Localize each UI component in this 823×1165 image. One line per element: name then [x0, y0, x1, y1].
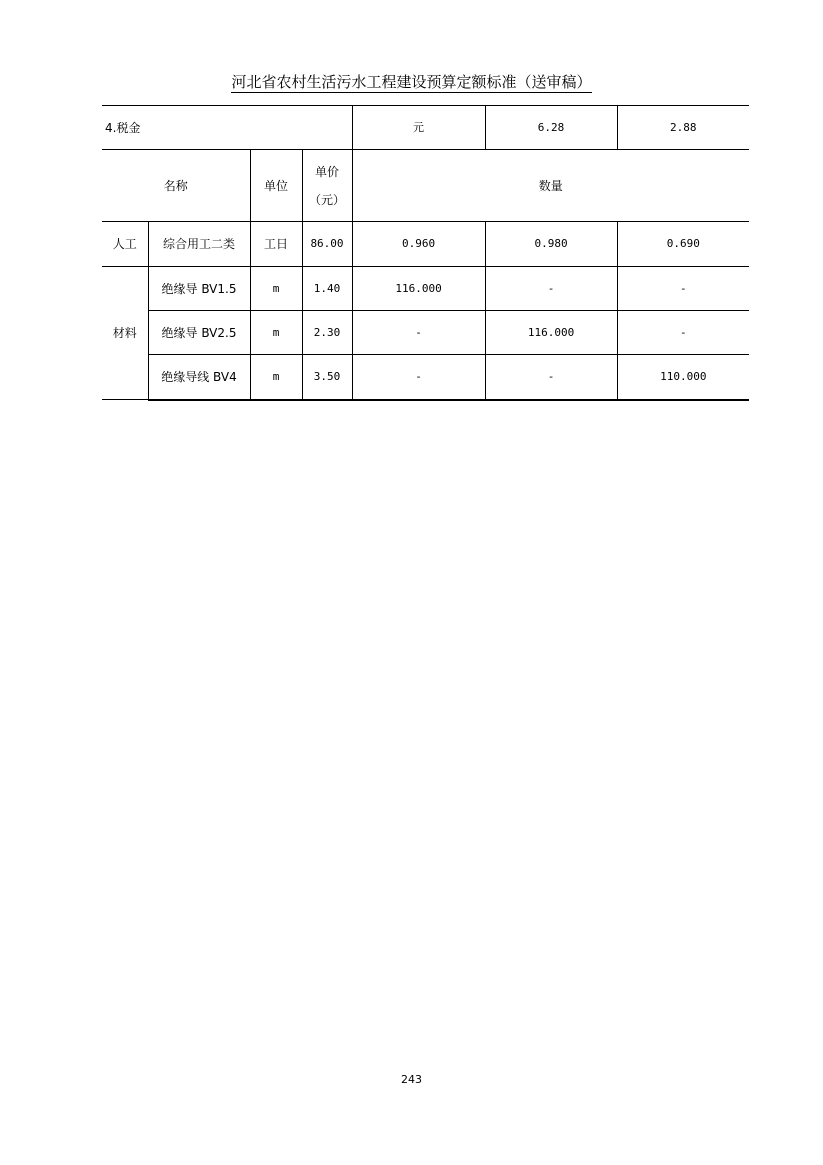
document-title: 河北省农村生活污水工程建设预算定额标准（送审稿） — [231, 73, 592, 91]
page-header — [0, 72, 823, 92]
material-name: 绝缘导线 BV4 — [148, 355, 250, 400]
price-header-unit: （元） — [309, 192, 346, 207]
tax-value: 6.28 — [485, 106, 617, 150]
material-unit: m — [250, 267, 302, 311]
material-name: 绝缘导 BV2.5 — [148, 311, 250, 355]
material-quantity: - — [617, 311, 749, 355]
material-quantity: 116.000 — [485, 311, 617, 355]
quota-table — [102, 105, 749, 401]
tax-value: 2.88 — [617, 106, 749, 150]
labor-quantity: 0.960 — [352, 222, 485, 267]
material-quantity: - — [352, 311, 485, 355]
material-unit: m — [250, 355, 302, 400]
material-quantity: 116.000 — [352, 267, 485, 311]
tax-unit: 元 — [352, 106, 485, 150]
page-number: 243 — [401, 1073, 422, 1086]
material-quantity: - — [485, 267, 617, 311]
labor-price: 86.00 — [302, 222, 352, 267]
material-quantity: - — [617, 267, 749, 311]
labor-name: 综合用工二类 — [148, 222, 250, 267]
material-price: 2.30 — [302, 311, 352, 355]
material-name: 绝缘导 BV1.5 — [148, 267, 250, 311]
column-header-row — [102, 150, 749, 222]
material-row — [102, 355, 749, 400]
tax-label: 4.税金 — [102, 106, 352, 150]
material-quantity: - — [352, 355, 485, 400]
material-row — [102, 267, 749, 311]
price-column-header — [302, 150, 352, 222]
material-price: 3.50 — [302, 355, 352, 400]
price-header-line: 单价 — [315, 164, 340, 179]
material-price: 1.40 — [302, 267, 352, 311]
name-column-header: 名称 — [102, 150, 250, 222]
material-row — [102, 311, 749, 355]
tax-row — [102, 106, 749, 150]
labor-quantity: 0.980 — [485, 222, 617, 267]
labor-unit: 工日 — [250, 222, 302, 267]
labor-quantity: 0.690 — [617, 222, 749, 267]
material-quantity: 110.000 — [617, 355, 749, 400]
material-category: 材料 — [102, 267, 148, 400]
labor-category: 人工 — [102, 222, 148, 267]
unit-column-header: 单位 — [250, 150, 302, 222]
material-unit: m — [250, 311, 302, 355]
quantity-column-header: 数量 — [352, 150, 749, 222]
labor-row — [102, 222, 749, 267]
material-quantity: - — [485, 355, 617, 400]
